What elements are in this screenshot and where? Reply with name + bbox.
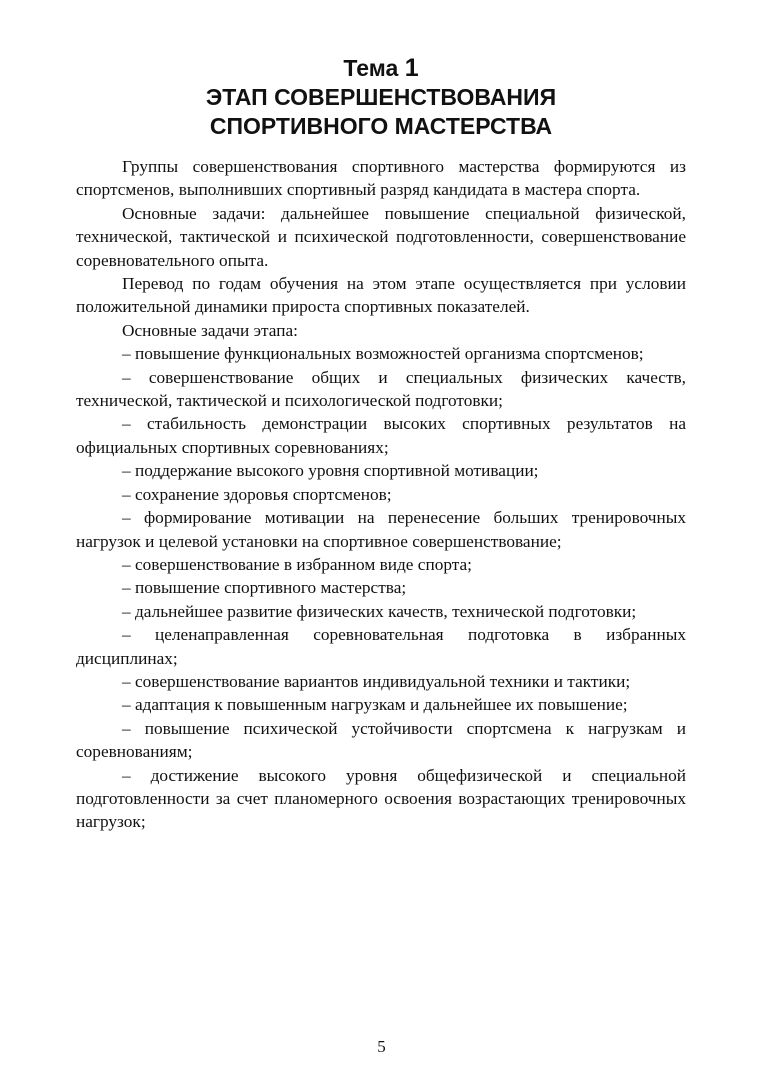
task-item: – совершенствование в избранном виде спорта; <box>122 554 472 574</box>
task-item: – сохранение здоровья спортсменов; <box>122 484 392 504</box>
task-item: – формирование мотивации на перенесение больших тренировочных нагрузок и целевой установки на спортивное совершенствование; <box>76 508 686 551</box>
body-text <box>76 155 686 834</box>
page-number: 5 <box>377 1037 386 1056</box>
topic-word: Тема <box>343 55 405 81</box>
paragraph-main-tasks: Основные задачи: дальнейшее повышение специальной физической, технической, тактической и психической подготовленности, совершенствование соревновательного опыта. <box>76 203 686 270</box>
page-content <box>76 54 686 834</box>
task-item: – адаптация к повышенным нагрузкам и дальнейшее их повышение; <box>122 695 628 715</box>
task-item: – совершенствование вариантов индивидуальной техники и тактики; <box>122 671 631 691</box>
task-item: – совершенствование общих и специальных физических качеств, технической, тактической и психологической подготовки; <box>76 367 686 411</box>
paragraph-transfer: Перевод по годам обучения на этом этапе осуществляется при условии положительной динамики прироста спортивных показателей. <box>76 274 686 317</box>
task-item: – повышение психической устойчивости спортсмена к нагрузкам и соревнованиям; <box>76 718 686 762</box>
topic-label <box>76 54 686 83</box>
paragraph-stage-tasks-heading: Основные задачи этапа: <box>122 320 298 340</box>
topic-number: 1 <box>404 54 419 82</box>
chapter-heading <box>76 54 686 141</box>
task-item: – повышение функциональных возможностей организма спортсменов; <box>122 344 644 364</box>
task-item: – стабильность демонстрации высоких спортивных результатов на официальных спортивных соревнованиях; <box>76 414 686 457</box>
task-item: – достижение высокого уровня общефизической и специальной подготовленности за счет планомерного освоения возрастающих тренировочных нагрузок; <box>76 765 686 832</box>
task-item: – повышение спортивного мастерства; <box>122 578 407 598</box>
task-item: – целенаправленная соревновательная подготовка в избранных дисциплинах; <box>76 625 686 668</box>
task-item: – поддержание высокого уровня спортивной мотивации; <box>122 461 539 481</box>
paragraph-intro: Группы совершенствования спортивного мастерства формируются из спортсменов, выполнивших спортивный разряд кандидата в мастера спорта. <box>76 157 686 200</box>
title-line-2: СПОРТИВНОГО МАСТЕРСТВА <box>209 113 553 139</box>
task-item: – дальнейшее развитие физических качеств, технической подготовки; <box>122 601 637 621</box>
title-line-1: ЭТАП СОВЕРШЕНСТВОВАНИЯ <box>205 84 557 110</box>
